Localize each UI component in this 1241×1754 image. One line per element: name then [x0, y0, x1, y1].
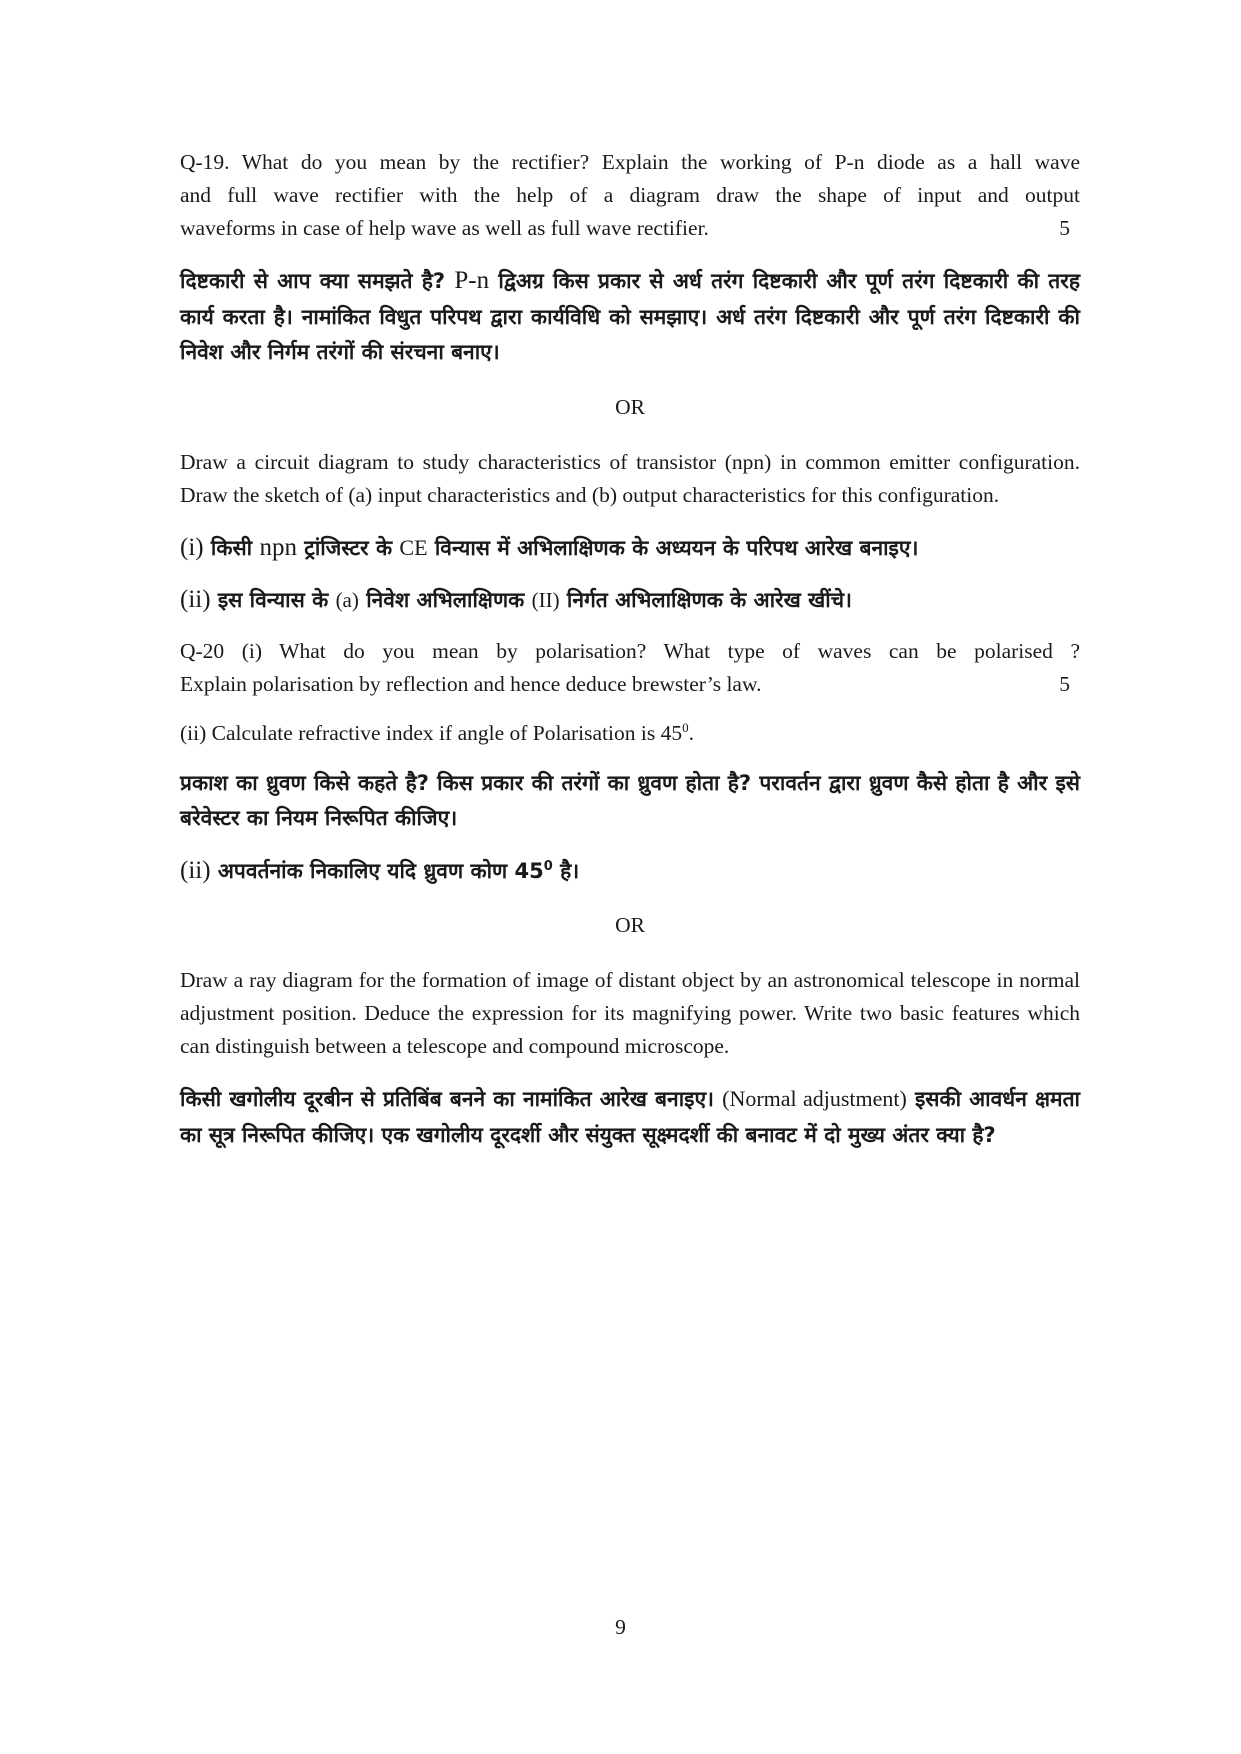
telescope-english: Draw a ray diagram for the formation of image of distant object by an astronomical telescope in normal adjustment position. Deduce the expression for its magnifying power. Write two basic features which can distinguish between a telescope and compound microscope.: [180, 968, 1080, 1058]
telescope-hindi: [180, 1081, 1080, 1153]
q20-hindi-ii: [180, 853, 1080, 890]
q20-hindi-ii-degree: 0: [543, 858, 553, 874]
telescope-hindi-normal-adjustment: (Normal adjustment): [722, 1086, 907, 1111]
q19-hindi-part-b: द्विअग्र किस प्रकार से अर्ध तरंग दिष्टकारी और पूर्ण तरंग दिष्टकारी की तरह कार्य करता है। नामांकित विधुत परिपथ द्वारा कार्यविधि को समझाए। अर्ध तरंग दिष्टकारी और पूर्ण तरंग दिष्टकारी की निवेश और निर्गम तरंगों की संरचना बनाए।: [180, 269, 1081, 364]
q19-marks: 5: [1059, 216, 1070, 240]
q20-hindi-i: प्रकाश का ध्रुवण किसे कहते है? किस प्रकार की तरंगों का ध्रुवण होता है? परावर्तन द्वारा ध्रुवण कैसे होता है और इसे बरेवेस्टर का नियम निरूपित कीजिए।: [180, 770, 1080, 830]
transistor-hindi-i: [180, 530, 1080, 567]
q20-line-2-text: Explain polarisation by reflection and hence deduce brewster’s law.: [180, 671, 762, 696]
q20-hindi-ii-num: (ii): [180, 856, 211, 884]
transistor-hindi-i-c: विन्यास में अभिलाक्षिणक के अध्ययन के परिपथ आरेख बनाइए।: [434, 535, 919, 560]
transistor-hindi-i-b: ट्रांजिस्टर के: [304, 535, 393, 560]
q19-line-3-text: waveforms in case of help wave as well as full wave rectifier.: [180, 216, 709, 240]
transistor-hindi-ii-c: निर्गत अभिलाक्षिणक के आरेख खींचे।: [566, 588, 853, 612]
q20-part-ii-english: [180, 717, 1080, 750]
q20-hindi-ii-a: अपवर्तनांक निकालिए यदि ध्रुवण कोण 45: [217, 858, 544, 883]
q19-hindi-pn: P-n: [454, 267, 490, 294]
transistor-hindi-i-num: (i): [180, 533, 204, 561]
q20-marks: 5: [1059, 671, 1070, 696]
transistor-english: Draw a circuit diagram to study characteristics of transistor (npn) in common emitter configuration. Draw the sketch of (a) input characteristics and (b) output characteristics for this configuration.: [180, 449, 1080, 507]
q19-hindi: [180, 263, 1080, 371]
transistor-hindi-i-npn: npn: [259, 533, 297, 561]
q20-part-ii-degree: 0: [682, 719, 689, 735]
telescope-hindi-b: इसकी आवर्धन क्षमता का सूत्र निरूपित कीजिए। एक खगोलीय दूरदर्शी और संयुक्त सूक्ष्मदर्शी की बनावट में दो मुख्य अंतर क्या है?: [180, 1087, 1081, 1147]
q20-part-ii-text: (ii) Calculate refractive index if angle of Polarisation is 45: [180, 720, 683, 745]
transistor-hindi-i-a: किसी: [210, 535, 253, 560]
q20-line-2: [180, 668, 1080, 701]
q19-line-2: and full wave rectifier with the help of a diagram draw the shape of input and output: [180, 183, 1080, 207]
q19-hindi-part-a: दिष्टकारी से आप क्या समझते है?: [180, 269, 446, 293]
or-divider-2: OR: [615, 913, 645, 937]
transistor-hindi-ii: [180, 582, 1080, 619]
transistor-hindi-ii-a: इस विन्यास के: [217, 588, 329, 612]
q20-line-1: Q-20 (i) What do you mean by polarisation? What type of waves can be polarised ?: [180, 638, 1080, 663]
q19-english: [180, 146, 1080, 245]
document-body: [180, 146, 1080, 1167]
transistor-hindi-ii-b: निवेश अभिलाक्षिणक: [366, 588, 525, 612]
q19-line-3: [180, 212, 1080, 245]
q20-english: [180, 635, 1080, 701]
page-number: 9: [615, 1615, 626, 1639]
transistor-hindi-ii-ii-label: (II): [531, 588, 560, 612]
transistor-hindi-ii-a-label: (a): [335, 588, 359, 612]
q20-hindi-ii-b: है।: [560, 858, 580, 883]
transistor-hindi-ii-num: (ii): [180, 586, 211, 613]
or-divider-1: OR: [615, 394, 645, 419]
q19-line-1: Q-19. What do you mean by the rectifier? Explain the working of P-n diode as a hall wave: [180, 150, 1080, 174]
transistor-hindi-i-ce: CE: [399, 534, 428, 560]
q20-part-ii-end: .: [688, 720, 694, 745]
telescope-hindi-a: किसी खगोलीय दूरबीन से प्रतिबिंब बनने का नामांकित आरेख बनाइए।: [180, 1087, 715, 1111]
